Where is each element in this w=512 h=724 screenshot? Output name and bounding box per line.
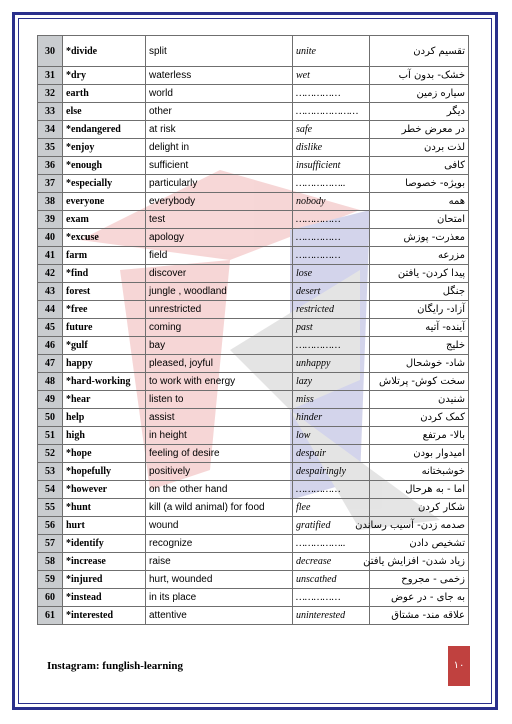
vocab-word: *excuse: [63, 229, 146, 247]
synonym: wound: [146, 517, 293, 535]
synonym: attentive: [146, 607, 293, 625]
row-number: 34: [38, 121, 63, 139]
persian-meaning: شکار کردن: [370, 499, 469, 517]
antonym: unite: [293, 36, 370, 67]
antonym: insufficient: [293, 157, 370, 175]
vocab-word: *hunt: [63, 499, 146, 517]
antonym: despair: [293, 445, 370, 463]
row-number: 52: [38, 445, 63, 463]
synonym: unrestricted: [146, 301, 293, 319]
antonym: wet: [293, 67, 370, 85]
table-row: [38, 211, 469, 229]
persian-meaning: بویژه- خصوصا: [370, 175, 469, 193]
row-number: 35: [38, 139, 63, 157]
antonym: past: [293, 319, 370, 337]
row-number: 58: [38, 553, 63, 571]
antonym: gratified: [293, 517, 370, 535]
synonym: on the other hand: [146, 481, 293, 499]
vocab-word: *free: [63, 301, 146, 319]
antonym: nobody: [293, 193, 370, 211]
synonym: test: [146, 211, 293, 229]
synonym: pleased, joyful: [146, 355, 293, 373]
vocab-word: *enjoy: [63, 139, 146, 157]
persian-meaning: شنیدن: [370, 391, 469, 409]
table-row: [38, 355, 469, 373]
table-row: [38, 103, 469, 121]
antonym: ……………: [293, 247, 370, 265]
antonym: restricted: [293, 301, 370, 319]
persian-meaning: در معرض خطر: [370, 121, 469, 139]
synonym: at risk: [146, 121, 293, 139]
vocab-word: earth: [63, 85, 146, 103]
row-number: 53: [38, 463, 63, 481]
persian-meaning: معذرت- پوزش: [370, 229, 469, 247]
vocab-word: *dry: [63, 67, 146, 85]
persian-meaning: کافی: [370, 157, 469, 175]
vocab-word: everyone: [63, 193, 146, 211]
antonym: ……………: [293, 337, 370, 355]
synonym: bay: [146, 337, 293, 355]
persian-meaning: سیاره زمین: [370, 85, 469, 103]
table-row: [38, 391, 469, 409]
synonym: waterless: [146, 67, 293, 85]
antonym: ……………: [293, 85, 370, 103]
row-number: 30: [38, 36, 63, 67]
table-row: [38, 409, 469, 427]
row-number: 39: [38, 211, 63, 229]
synonym: hurt, wounded: [146, 571, 293, 589]
table-row: [38, 247, 469, 265]
table-row: [38, 481, 469, 499]
vocab-word: else: [63, 103, 146, 121]
row-number: 47: [38, 355, 63, 373]
persian-meaning: علاقه مند- مشتاق: [370, 607, 469, 625]
synonym: feeling of desire: [146, 445, 293, 463]
row-number: 56: [38, 517, 63, 535]
synonym: other: [146, 103, 293, 121]
table-row: [38, 373, 469, 391]
vocab-word: farm: [63, 247, 146, 265]
synonym: discover: [146, 265, 293, 283]
synonym: raise: [146, 553, 293, 571]
table-row: [38, 607, 469, 625]
synonym: split: [146, 36, 293, 67]
row-number: 32: [38, 85, 63, 103]
persian-meaning: جنگل: [370, 283, 469, 301]
vocab-word: *hear: [63, 391, 146, 409]
table-row: [38, 139, 469, 157]
table-row: [38, 36, 469, 67]
row-number: 57: [38, 535, 63, 553]
antonym: ……………: [293, 481, 370, 499]
synonym: apology: [146, 229, 293, 247]
antonym: unhappy: [293, 355, 370, 373]
table-row: [38, 283, 469, 301]
synonym: sufficient: [146, 157, 293, 175]
persian-meaning: تقسیم کردن: [370, 36, 469, 67]
row-number: 59: [38, 571, 63, 589]
vocab-word: *hope: [63, 445, 146, 463]
persian-meaning: لذت بردن: [370, 139, 469, 157]
row-number: 60: [38, 589, 63, 607]
antonym: desert: [293, 283, 370, 301]
table-row: [38, 553, 469, 571]
synonym: in its place: [146, 589, 293, 607]
row-number: 48: [38, 373, 63, 391]
antonym: dislike: [293, 139, 370, 157]
vocab-word: *interested: [63, 607, 146, 625]
vocabulary-table: [37, 35, 469, 625]
antonym: unscathed: [293, 571, 370, 589]
vocab-word: *increase: [63, 553, 146, 571]
table-row: [38, 301, 469, 319]
synonym: listen to: [146, 391, 293, 409]
antonym: hinder: [293, 409, 370, 427]
synonym: kill (a wild animal) for food: [146, 499, 293, 517]
persian-meaning: زیاد شدن- افزایش یافتن: [370, 553, 469, 571]
table-row: [38, 589, 469, 607]
persian-meaning: کمک کردن: [370, 409, 469, 427]
table-row: [38, 571, 469, 589]
row-number: 43: [38, 283, 63, 301]
synonym: coming: [146, 319, 293, 337]
synonym: field: [146, 247, 293, 265]
synonym: jungle , woodland: [146, 283, 293, 301]
table-row: [38, 265, 469, 283]
table-row: [38, 319, 469, 337]
row-number: 46: [38, 337, 63, 355]
table-row: [38, 517, 469, 535]
row-number: 41: [38, 247, 63, 265]
antonym: ……………: [293, 211, 370, 229]
table-row: [38, 499, 469, 517]
antonym: miss: [293, 391, 370, 409]
persian-meaning: اما - به هرحال: [370, 481, 469, 499]
vocab-word: *especially: [63, 175, 146, 193]
row-number: 38: [38, 193, 63, 211]
vocab-word: *endangered: [63, 121, 146, 139]
antonym: …………………: [293, 103, 370, 121]
antonym: uninterested: [293, 607, 370, 625]
table-row: [38, 445, 469, 463]
persian-meaning: زخمی - مجروح: [370, 571, 469, 589]
row-number: 37: [38, 175, 63, 193]
instagram-handle: Instagram: funglish-learning: [47, 660, 183, 672]
persian-meaning: آینده- آتیه: [370, 319, 469, 337]
antonym: safe: [293, 121, 370, 139]
table-row: [38, 337, 469, 355]
vocab-word: hurt: [63, 517, 146, 535]
antonym: ……………: [293, 589, 370, 607]
persian-meaning: سخت کوش- پرتلاش: [370, 373, 469, 391]
vocab-word: help: [63, 409, 146, 427]
row-number: 42: [38, 265, 63, 283]
synonym: positively: [146, 463, 293, 481]
row-number: 50: [38, 409, 63, 427]
vocab-word: *identify: [63, 535, 146, 553]
row-number: 51: [38, 427, 63, 445]
persian-meaning: امیدوار بودن: [370, 445, 469, 463]
persian-meaning: آزاد- رایگان: [370, 301, 469, 319]
persian-meaning: تشخیص دادن: [370, 535, 469, 553]
persian-meaning: صدمه زدن- آسیب رساندن: [370, 517, 469, 535]
row-number: 61: [38, 607, 63, 625]
vocab-word: *enough: [63, 157, 146, 175]
row-number: 44: [38, 301, 63, 319]
row-number: 33: [38, 103, 63, 121]
table-row: [38, 175, 469, 193]
antonym: despairingly: [293, 463, 370, 481]
synonym: recognize: [146, 535, 293, 553]
row-number: 49: [38, 391, 63, 409]
antonym: flee: [293, 499, 370, 517]
persian-meaning: خوشبختانه: [370, 463, 469, 481]
row-number: 31: [38, 67, 63, 85]
table-row: [38, 157, 469, 175]
antonym: ……………..: [293, 535, 370, 553]
row-number: 45: [38, 319, 63, 337]
antonym: ……………..: [293, 175, 370, 193]
persian-meaning: به جای - در عوض: [370, 589, 469, 607]
page-number-badge: ۱۰: [448, 646, 470, 686]
vocab-word: future: [63, 319, 146, 337]
persian-meaning: مزرعه: [370, 247, 469, 265]
row-number: 36: [38, 157, 63, 175]
vocab-word: *find: [63, 265, 146, 283]
vocab-word: *instead: [63, 589, 146, 607]
persian-meaning: خلیج: [370, 337, 469, 355]
persian-meaning: خشک- بدون آب: [370, 67, 469, 85]
vocab-word: *however: [63, 481, 146, 499]
table-row: [38, 463, 469, 481]
persian-meaning: شاد- خوشحال: [370, 355, 469, 373]
row-number: 55: [38, 499, 63, 517]
persian-meaning: پیدا کردن- یافتن: [370, 265, 469, 283]
table-row: [38, 67, 469, 85]
vocab-word: *injured: [63, 571, 146, 589]
synonym: in height: [146, 427, 293, 445]
antonym: decrease: [293, 553, 370, 571]
synonym: world: [146, 85, 293, 103]
vocab-word: *hard-working: [63, 373, 146, 391]
synonym: assist: [146, 409, 293, 427]
table-row: [38, 229, 469, 247]
vocab-word: *gulf: [63, 337, 146, 355]
synonym: everybody: [146, 193, 293, 211]
antonym: lazy: [293, 373, 370, 391]
vocab-word: happy: [63, 355, 146, 373]
row-number: 54: [38, 481, 63, 499]
antonym: low: [293, 427, 370, 445]
row-number: 40: [38, 229, 63, 247]
vocab-word: exam: [63, 211, 146, 229]
antonym: lose: [293, 265, 370, 283]
vocab-word: *hopefully: [63, 463, 146, 481]
synonym: to work with energy: [146, 373, 293, 391]
table-row: [38, 427, 469, 445]
synonym: particularly: [146, 175, 293, 193]
persian-meaning: بالا- مرتفع: [370, 427, 469, 445]
antonym: ……………: [293, 229, 370, 247]
table-row: [38, 121, 469, 139]
vocab-word: high: [63, 427, 146, 445]
table-row: [38, 535, 469, 553]
synonym: delight in: [146, 139, 293, 157]
vocab-word: *divide: [63, 36, 146, 67]
persian-meaning: همه: [370, 193, 469, 211]
persian-meaning: امتحان: [370, 211, 469, 229]
table-row: [38, 193, 469, 211]
vocab-word: forest: [63, 283, 146, 301]
table-row: [38, 85, 469, 103]
persian-meaning: دیگر: [370, 103, 469, 121]
